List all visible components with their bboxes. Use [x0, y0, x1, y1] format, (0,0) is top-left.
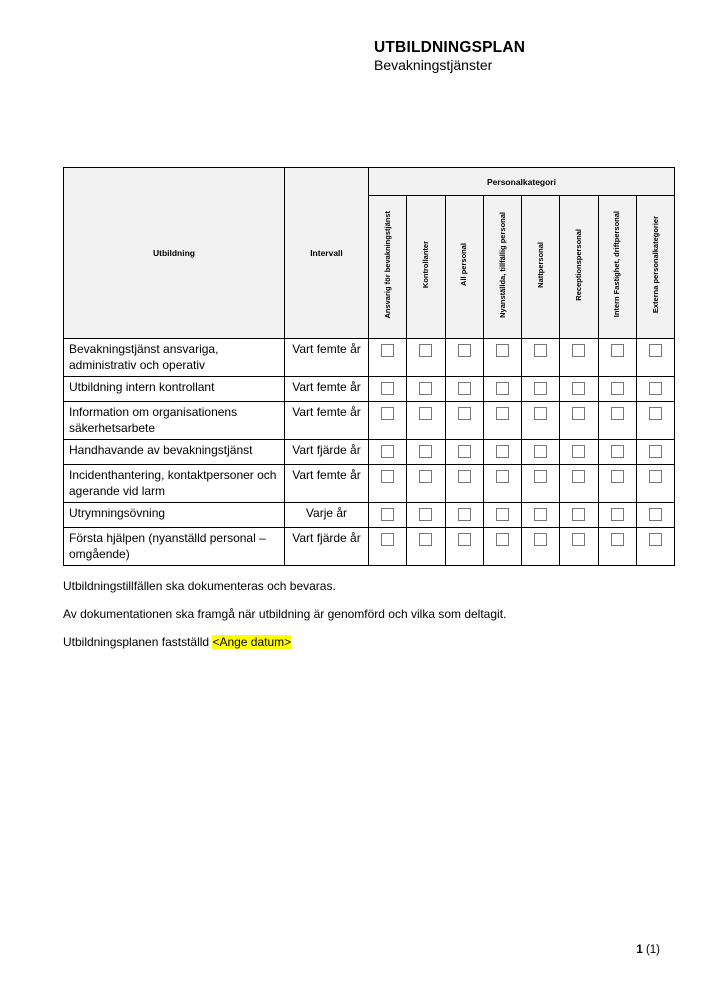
checkbox-cell [407, 465, 445, 503]
checkbox[interactable] [381, 508, 394, 521]
checkbox[interactable] [458, 445, 471, 458]
document-header [374, 40, 525, 73]
intervall-cell: Vart fjärde år [285, 528, 369, 566]
checkbox[interactable] [534, 445, 547, 458]
personalkategori-column-label: Kontrollanter [421, 240, 431, 289]
page-number [636, 944, 660, 956]
personalkategori-column-label: Receptionspersonal [574, 228, 584, 301]
checkbox[interactable] [496, 533, 509, 546]
note-documentation: Utbildningstillfällen ska dokumenteras och bevaras. [63, 579, 336, 593]
checkbox[interactable] [381, 344, 394, 357]
checkbox-cell [445, 440, 483, 465]
checkbox[interactable] [419, 344, 432, 357]
column-header-intervall: Intervall [285, 168, 369, 339]
checkbox[interactable] [534, 407, 547, 420]
checkbox-cell [445, 503, 483, 528]
checkbox[interactable] [496, 445, 509, 458]
checkbox[interactable] [534, 382, 547, 395]
checkbox-cell [636, 440, 674, 465]
checkbox-cell [560, 377, 598, 402]
checkbox[interactable] [381, 382, 394, 395]
checkbox-cell [522, 465, 560, 503]
fastställd-label: Utbildningsplanen fastställd [63, 635, 210, 649]
checkbox[interactable] [419, 508, 432, 521]
table-row [64, 503, 675, 528]
table-row [64, 402, 675, 440]
checkbox-cell [522, 377, 560, 402]
checkbox[interactable] [649, 344, 662, 357]
checkbox-cell [560, 503, 598, 528]
personalkategori-column-label: Nattpersonal [535, 241, 545, 288]
checkbox-cell [483, 503, 521, 528]
checkbox-cell [483, 528, 521, 566]
utbildning-cell: Utrymningsövning [64, 503, 285, 528]
checkbox[interactable] [649, 508, 662, 521]
checkbox-cell [483, 402, 521, 440]
checkbox-cell [483, 339, 521, 377]
checkbox[interactable] [572, 382, 585, 395]
personalkategori-column-label: Ansvarig för bevakningstjänst [382, 210, 392, 319]
checkbox[interactable] [458, 533, 471, 546]
checkbox-cell [369, 465, 407, 503]
checkbox[interactable] [458, 470, 471, 483]
checkbox-cell [636, 402, 674, 440]
checkbox-cell [636, 377, 674, 402]
checkbox-cell [369, 402, 407, 440]
checkbox[interactable] [458, 382, 471, 395]
checkbox[interactable] [381, 470, 394, 483]
personalkategori-column-header [369, 196, 407, 339]
table-row [64, 465, 675, 503]
checkbox-cell [522, 440, 560, 465]
checkbox[interactable] [649, 382, 662, 395]
checkbox[interactable] [572, 407, 585, 420]
checkbox[interactable] [496, 344, 509, 357]
checkbox[interactable] [572, 470, 585, 483]
personalkategori-column-label: All personal [459, 243, 469, 286]
checkbox[interactable] [534, 470, 547, 483]
checkbox[interactable] [419, 470, 432, 483]
checkbox[interactable] [611, 533, 624, 546]
column-group-header-personalkategori: Personalkategori [369, 168, 675, 196]
checkbox-cell [483, 377, 521, 402]
checkbox[interactable] [381, 445, 394, 458]
intervall-cell: Vart femte år [285, 402, 369, 440]
personalkategori-column-header [560, 196, 598, 339]
page-number-total: (1) [645, 944, 660, 956]
checkbox-cell [560, 528, 598, 566]
note-fastställd [63, 635, 506, 650]
personalkategori-column-header [445, 196, 483, 339]
checkbox[interactable] [611, 407, 624, 420]
training-plan-table [63, 167, 675, 566]
checkbox[interactable] [611, 344, 624, 357]
checkbox-cell [636, 339, 674, 377]
checkbox-cell [445, 339, 483, 377]
checkbox-cell [522, 339, 560, 377]
utbildning-cell: Bevakningstjänst ansvariga, administrativ och operativ [64, 339, 285, 377]
checkbox[interactable] [534, 533, 547, 546]
utbildning-cell: Incidenthantering, kontaktpersoner och agerande vid larm [64, 465, 285, 503]
page-number-current: 1 [636, 944, 643, 956]
checkbox[interactable] [572, 344, 585, 357]
personalkategori-column-label: Intern Fastighet, driftpersonal [612, 211, 622, 318]
checkbox-cell [445, 528, 483, 566]
checkbox-cell [407, 402, 445, 440]
checkbox[interactable] [649, 470, 662, 483]
personalkategori-column-label: Externa personalkategorier [650, 215, 660, 314]
checkbox[interactable] [534, 344, 547, 357]
checkbox[interactable] [534, 508, 547, 521]
checkbox-cell [445, 377, 483, 402]
checkbox-cell [369, 377, 407, 402]
checkbox[interactable] [572, 533, 585, 546]
checkbox-cell [636, 465, 674, 503]
checkbox[interactable] [496, 407, 509, 420]
checkbox-cell [598, 503, 636, 528]
intervall-cell: Varje år [285, 503, 369, 528]
checkbox-cell [483, 440, 521, 465]
personalkategori-column-header [407, 196, 445, 339]
checkbox[interactable] [611, 382, 624, 395]
checkbox-cell [560, 440, 598, 465]
intervall-cell: Vart femte år [285, 377, 369, 402]
checkbox[interactable] [611, 445, 624, 458]
checkbox-cell [598, 465, 636, 503]
document-subtitle: Bevakningstjänster [374, 57, 493, 73]
utbildning-cell: Handhavande av bevakningstjänst [64, 440, 285, 465]
checkbox-cell [369, 339, 407, 377]
personalkategori-column-header [522, 196, 560, 339]
checkbox[interactable] [419, 445, 432, 458]
personalkategori-column-header [483, 196, 521, 339]
utbildning-cell: Information om organisationens säkerhetsarbete [64, 402, 285, 440]
checkbox-cell [407, 503, 445, 528]
checkbox-cell [445, 465, 483, 503]
checkbox-cell [598, 339, 636, 377]
personalkategori-column-label: Nyanställda, tillfällig personal [497, 211, 507, 318]
table-row [64, 528, 675, 566]
table-row [64, 339, 675, 377]
checkbox[interactable] [649, 407, 662, 420]
personalkategori-column-header [598, 196, 636, 339]
checkbox[interactable] [458, 407, 471, 420]
table-row [64, 440, 675, 465]
checkbox-cell [369, 440, 407, 465]
checkbox-cell [598, 528, 636, 566]
checkbox[interactable] [649, 445, 662, 458]
checkbox[interactable] [381, 407, 394, 420]
footer-notes [63, 579, 506, 663]
checkbox[interactable] [419, 382, 432, 395]
checkbox-cell [598, 377, 636, 402]
checkbox-cell [369, 528, 407, 566]
date-placeholder[interactable]: <Ange datum> [212, 635, 292, 649]
checkbox-cell [483, 465, 521, 503]
checkbox[interactable] [458, 508, 471, 521]
checkbox-cell [636, 528, 674, 566]
checkbox[interactable] [572, 508, 585, 521]
checkbox[interactable] [419, 533, 432, 546]
checkbox-cell [407, 339, 445, 377]
checkbox[interactable] [611, 470, 624, 483]
checkbox-cell [636, 503, 674, 528]
checkbox-cell [407, 440, 445, 465]
column-header-utbildning: Utbildning [64, 168, 285, 339]
checkbox-cell [522, 402, 560, 440]
checkbox-cell [407, 528, 445, 566]
personalkategori-column-header [636, 196, 674, 339]
checkbox[interactable] [419, 407, 432, 420]
checkbox-cell [407, 377, 445, 402]
checkbox[interactable] [611, 508, 624, 521]
utbildning-cell: Första hjälpen (nyanställd personal – omgående) [64, 528, 285, 566]
checkbox-cell [445, 402, 483, 440]
table-row [64, 377, 675, 402]
checkbox[interactable] [572, 445, 585, 458]
checkbox-cell [522, 528, 560, 566]
checkbox-cell [560, 339, 598, 377]
checkbox[interactable] [458, 344, 471, 357]
intervall-cell: Vart femte år [285, 339, 369, 377]
checkbox[interactable] [496, 508, 509, 521]
document-title: UTBILDNINGSPLAN [374, 39, 526, 56]
note-contents: Av dokumentationen ska framgå när utbildning är genomförd och vilka som deltagit. [63, 607, 507, 621]
intervall-cell: Vart fjärde år [285, 440, 369, 465]
checkbox[interactable] [649, 533, 662, 546]
checkbox-cell [598, 440, 636, 465]
checkbox-cell [598, 402, 636, 440]
checkbox-cell [560, 465, 598, 503]
checkbox-cell [560, 402, 598, 440]
utbildning-cell: Utbildning intern kontrollant [64, 377, 285, 402]
checkbox-cell [369, 503, 407, 528]
checkbox[interactable] [496, 470, 509, 483]
checkbox-cell [522, 503, 560, 528]
table-header-row [64, 168, 675, 196]
intervall-cell: Vart femte år [285, 465, 369, 503]
checkbox[interactable] [496, 382, 509, 395]
checkbox[interactable] [381, 533, 394, 546]
